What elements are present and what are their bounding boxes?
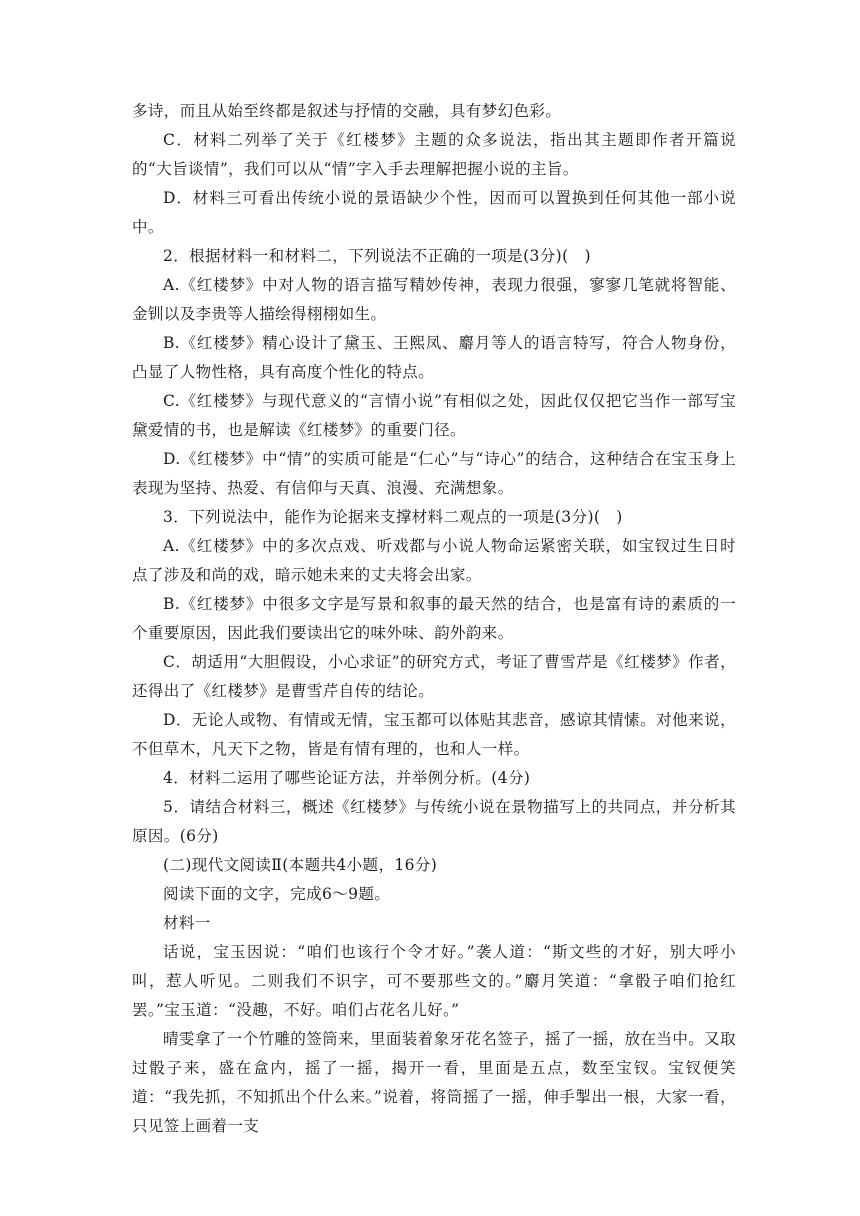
section-heading: (二)现代文阅读Ⅱ(本题共4小题，16分)	[163, 856, 438, 874]
option-c-paragraph: C．材料二列举了关于《红楼梦》主题的众多说法，指出其主题即作者开篇说的“大旨谈情”，我们可以从“情”字入手去理解把握小说的主旨。	[132, 131, 736, 178]
question-2: 2．根据材料一和材料二，下列说法不正确的一项是(3分)( )	[163, 247, 591, 265]
passage-paragraph: 晴雯拿了一个竹雕的签筒来，里面装着象牙花名签子，摇了一摇，放在当中。又取过骰子来，盛在盒内，摇了一摇，揭开一看，里面是五点，数至宝钗。宝钗便笑道：“我先抓，不知抓出个什么来。”说着，将筒摇了一摇，伸手掣出一根，大家一看，只见签上画着一支	[132, 1030, 736, 1135]
question-3-option-d: D．无论人或物、有情或无情，宝玉都可以体贴其悲音，感谅其情愫。对他来说，不但草木，凡天下之物，皆是有情有理的，也和人一样。	[132, 711, 736, 758]
material-label: 材料一	[163, 914, 211, 932]
question-2-option-b: B.《红楼梦》精心设计了黛玉、王熙凤、麝月等人的语言特写，符合人物身份，凸显了人物性格，具有高度个性化的特点。	[132, 334, 736, 381]
document-page	[132, 97, 736, 1141]
question-3-option-b: B.《红楼梦》中很多文字是写景和叙事的最天然的结合，也是富有诗的素质的一个重要原因，因此我们要读出它的味外味、韵外韵来。	[132, 595, 736, 642]
passage-paragraph: 话说，宝玉因说：“咱们也该行个令才好。”袭人道：“斯文些的才好，别大呼小叫，惹人听见。二则我们不识字，可不要那些文的。”麝月笑道：“拿骰子咱们抢红罢。”宝玉道：“没趣，不好。咱们占花名儿好。”	[132, 943, 736, 1019]
question-5: 5．请结合材料三，概述《红楼梦》与传统小说在景物描写上的共同点，并分析其原因。(6分)	[132, 798, 736, 845]
question-4: 4．材料二运用了哪些论证方法，并举例分析。(4分)	[163, 769, 531, 787]
question-2-option-d: D.《红楼梦》中“情”的实质可能是“仁心”与“诗心”的结合，这种结合在宝玉身上表现为坚持、热爱、有信仰与天真、浪漫、充满想象。	[132, 450, 736, 497]
question-3-option-c: C．胡适用“大胆假设，小心求证”的研究方式，考证了曹雪芹是《红楼梦》作者，还得出了《红楼梦》是曹雪芹自传的结论。	[132, 653, 736, 700]
question-2-option-a: A.《红楼梦》中对人物的语言描写精妙传神，表现力很强，寥寥几笔就将智能、金钏以及李贵等人描绘得栩栩如生。	[132, 276, 736, 323]
question-3-option-a: A.《红楼梦》中的多次点戏、听戏都与小说人物命运紧密关联，如宝钗过生日时点了涉及和尚的戏，暗示她未来的丈夫将会出家。	[132, 537, 736, 584]
reading-instruction: 阅读下面的文字，完成6～9题。	[163, 885, 391, 903]
question-3: 3．下列说法中，能作为论据来支撑材料二观点的一项是(3分)( )	[163, 508, 623, 526]
question-2-option-c: C.《红楼梦》与现代意义的“言情小说”有相似之处，因此仅仅把它当作一部写宝黛爱情的书，也是解读《红楼梦》的重要门径。	[132, 392, 736, 439]
paragraph: 多诗，而且从始至终都是叙述与抒情的交融，具有梦幻色彩。	[132, 102, 562, 120]
option-d-paragraph: D．材料三可看出传统小说的景语缺少个性，因而可以置换到任何其他一部小说中。	[132, 189, 736, 236]
